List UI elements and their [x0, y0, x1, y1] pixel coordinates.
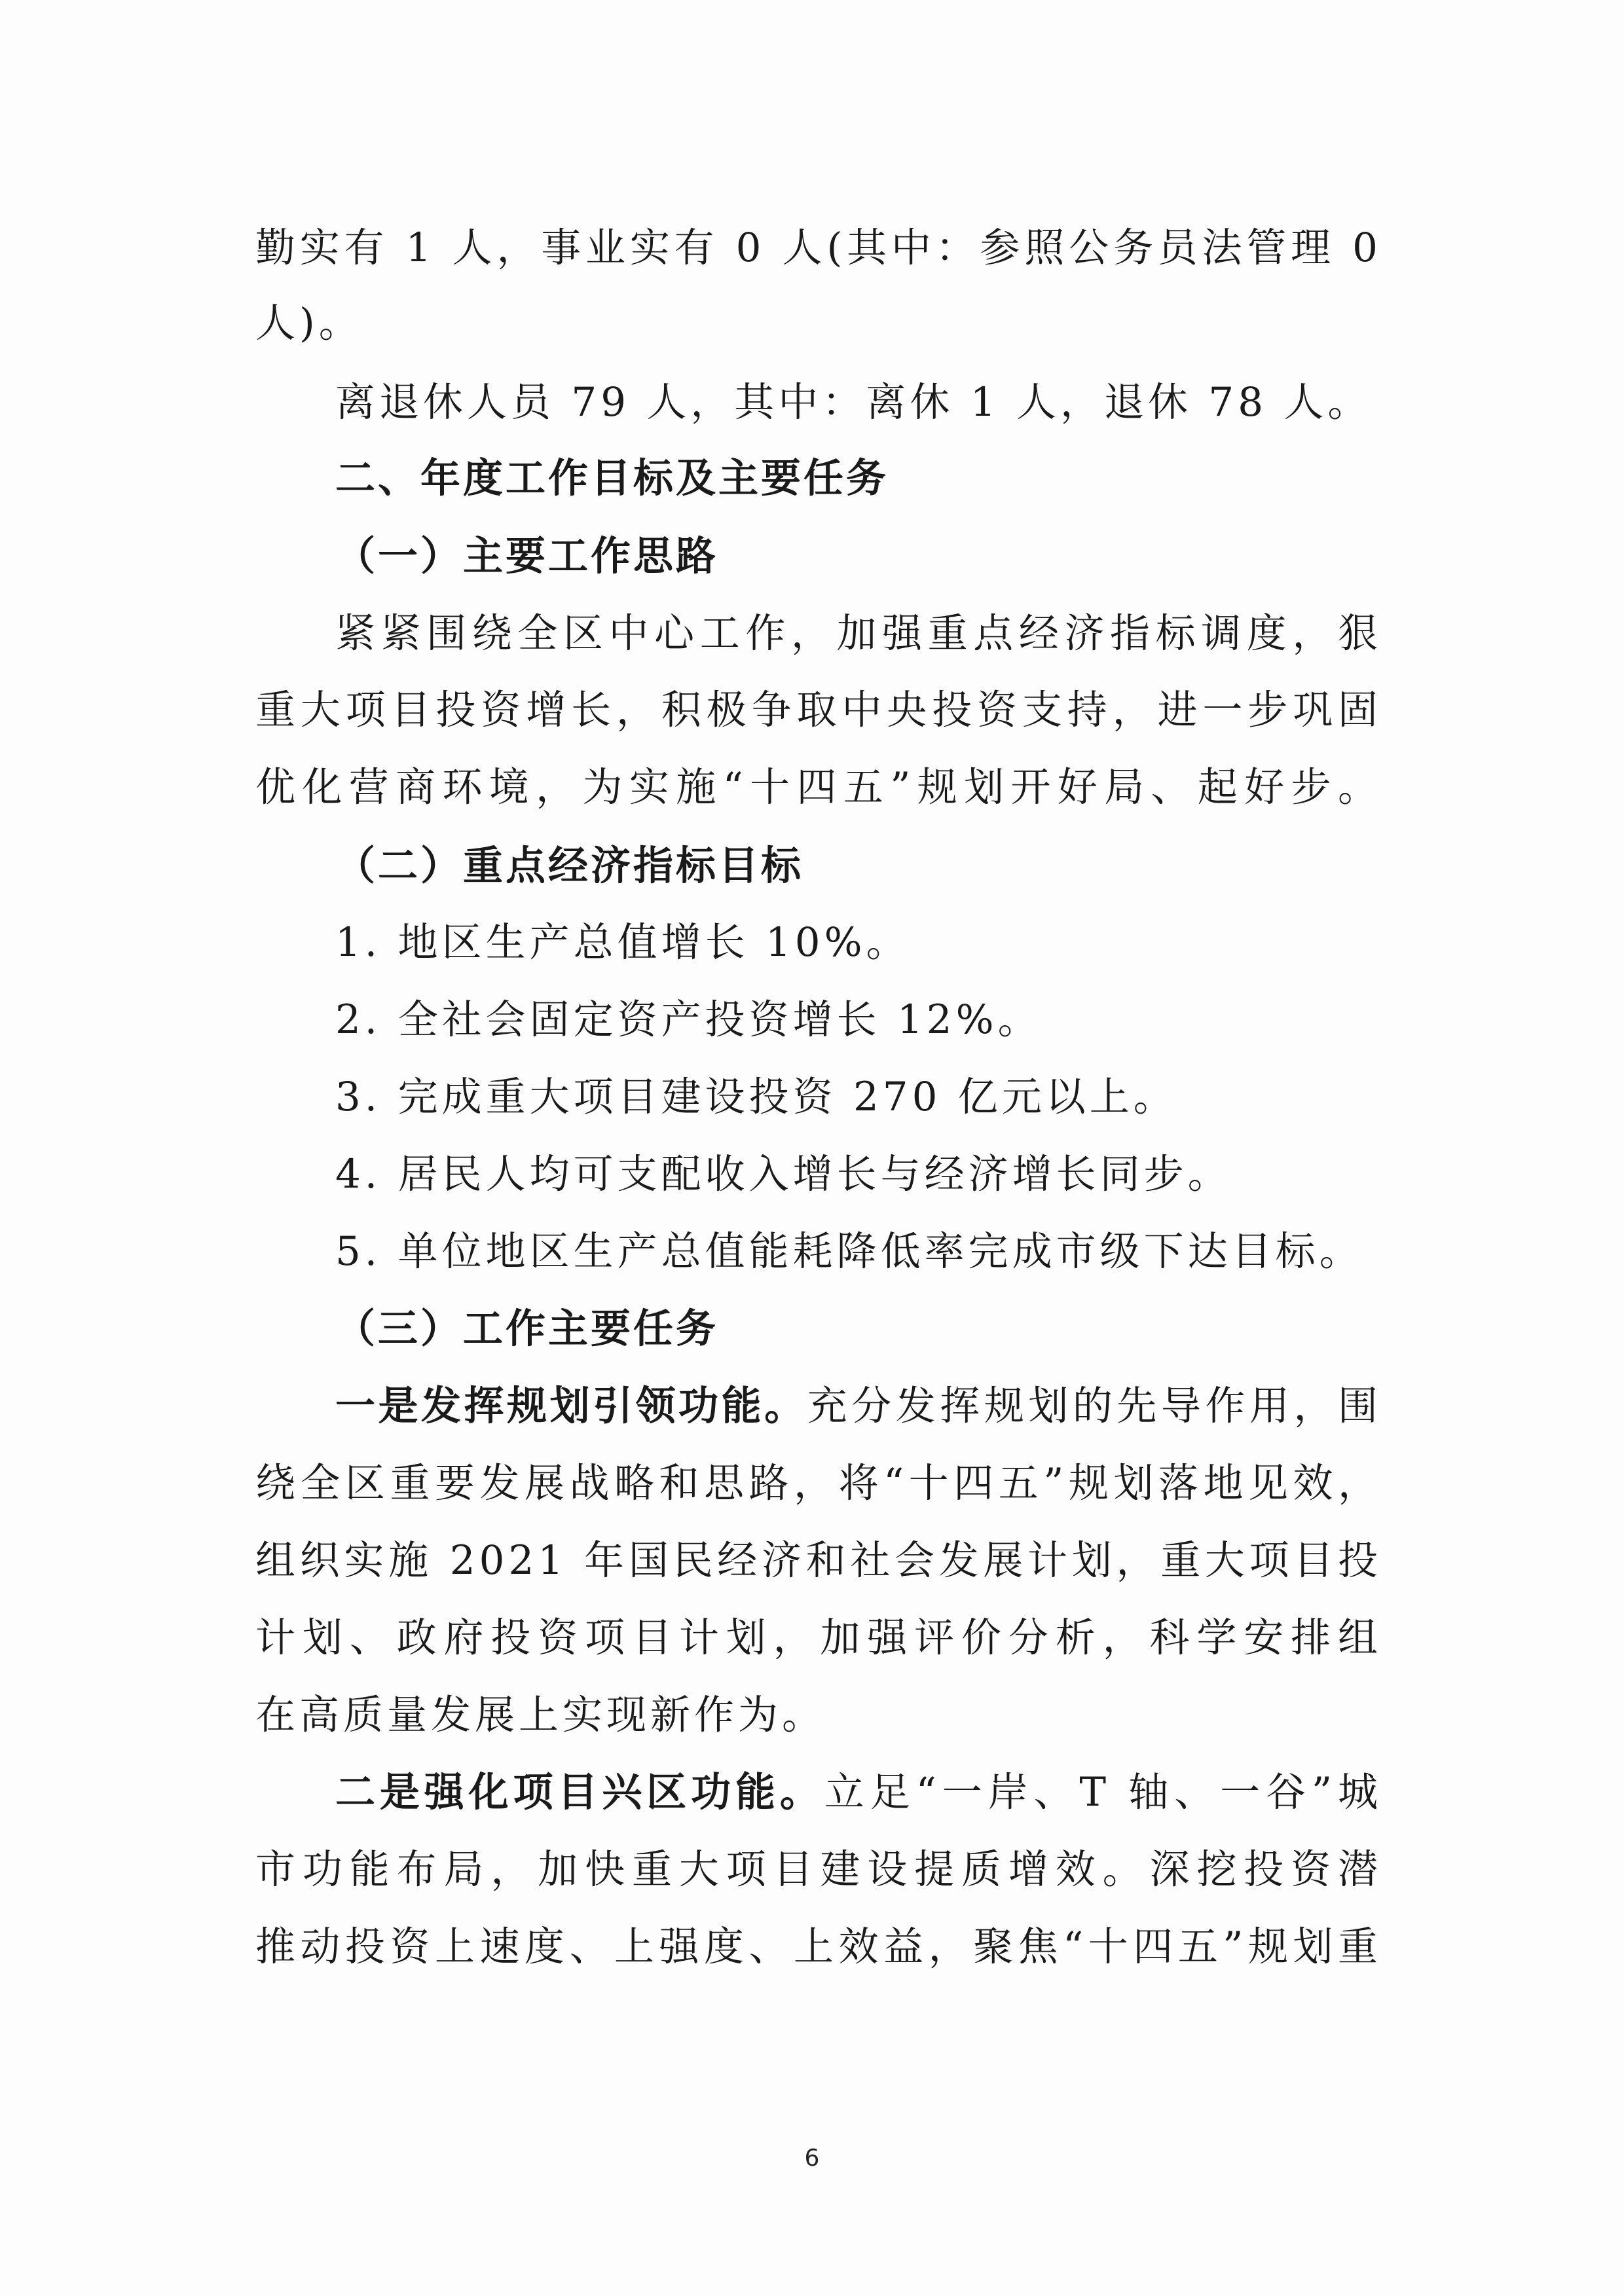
subsection-heading: （二）重点经济指标目标: [335, 843, 804, 889]
body-text-line: 计划、政府投资项目计划，加强评价分析，科学安排组: [255, 1614, 1382, 1661]
task-lead: 二是强化项目兴区功能。: [335, 1769, 824, 1815]
page-number: 6: [804, 2145, 820, 2172]
section-heading: 二、年度工作目标及主要任务: [335, 455, 889, 501]
body-text-line: 勤实有 1 人，事业实有 0 人(其中：参照公务员法管理 0: [255, 225, 1382, 271]
list-item: 3. 完成重大项目建设投资 270 亿元以上。: [335, 1074, 1177, 1120]
body-text-line: 市功能布局，加快重大项目建设提质增效。深挖投资潜: [255, 1846, 1382, 1893]
subsection-heading: （三）工作主要任务: [335, 1305, 719, 1352]
retirees-paragraph: 离退休人员 79 人，其中：离休 1 人，退休 78 人。: [335, 379, 1372, 426]
body-text-line: 推动投资上速度、上强度、上效益，聚焦“十四五”规划重: [255, 1923, 1382, 1970]
list-item: 4. 居民人均可支配收入增长与经济增长同步。: [335, 1151, 1232, 1197]
task-lead: 一是发挥规划引领功能。: [335, 1383, 807, 1429]
list-item: 2. 全社会固定资产投资增长 12%。: [335, 996, 1042, 1043]
body-text-line: 组织实施 2021 年国民经济和社会发展计划，重大项目投: [255, 1537, 1382, 1584]
body-text-line: 绕全区重要发展战略和思路，将“十四五”规划落地见效，: [255, 1460, 1382, 1506]
list-item: 1. 地区生产总值增长 10%。: [335, 919, 910, 966]
body-text-line: 重大项目投资增长，积极争取中央投资支持，进一步巩固: [255, 687, 1382, 733]
body-text-line: 在高质量发展上实现新作为。: [255, 1692, 826, 1738]
subsection-heading: （一）主要工作思路: [335, 533, 719, 579]
task-text: 充分发挥规划的先导作用，围: [807, 1383, 1382, 1429]
body-text-line: 人)。: [255, 300, 363, 346]
body-text-line: 紧紧围绕全区中心工作，加强重点经济指标调度，狠: [335, 610, 1382, 657]
list-item: 5. 单位地区生产总值能耗降低率完成市级下达目标。: [335, 1228, 1363, 1275]
body-text-line: 优化营商环境，为实施“十四五”规划开好局、起好步。: [255, 764, 1382, 811]
task-paragraph-first-line: [335, 1766, 1382, 1819]
task-text: 立足“一岸、T 轴、一谷”城: [824, 1769, 1382, 1815]
task-paragraph-first-line: [335, 1380, 1382, 1432]
